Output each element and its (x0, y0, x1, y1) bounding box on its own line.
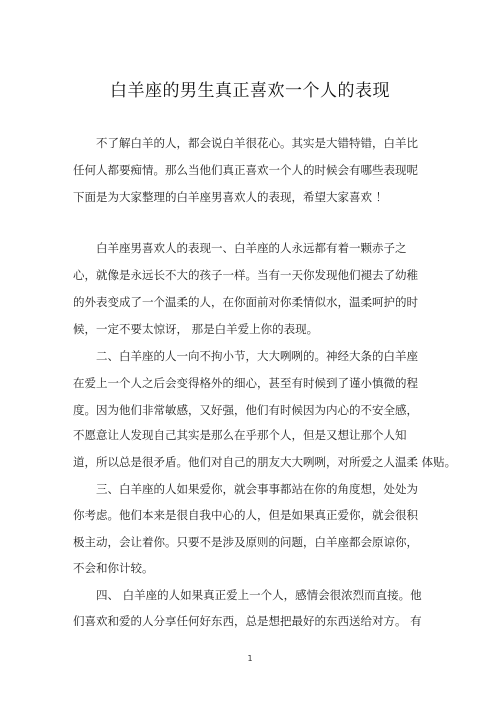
section1-line: 白羊座男喜欢人的表现一、白羊座的人永远都有着一颗赤子之 (96, 241, 407, 255)
section1-line: 候，一定不要太惊讶， 那是白羊爱上你的表现。 (73, 322, 319, 336)
section2-line: 道，所以总是很矛盾。他们对自己的朋友大大咧咧，对所爱之人温柔 体贴。 (73, 455, 457, 469)
intro-line: 下面是为大家整理的白羊座男喜欢人的表现，希望大家喜欢 ！ (73, 190, 388, 204)
section3-line: 不会和你计较。 (73, 561, 154, 575)
page-number: 1 (247, 654, 253, 663)
section2-line: 二、白羊座的人一向不拘小节，大大咧咧的。神经大条的白羊座 (96, 349, 418, 363)
intro-line: 不了解白羊的人，都会说白羊很花心。其实是大错特错，白羊比 (96, 136, 418, 150)
section1-line: 的外表变成了一个温柔的人，在你面前对你柔情似水，温柔呵护的时 (73, 295, 418, 309)
section2-line: 在爱上一个人之后会变得格外的细心，甚至有时候到了谨小慎微的程 (73, 376, 418, 390)
intro-line: 任何人都要痴情。那么当他们真正喜欢一个人的时候会有哪些表现呢 (73, 163, 418, 177)
section3-line: 三、白羊座的人如果爱你，就会事事都站在你的角度想，处处为 (96, 482, 418, 496)
section4-line: 四、 白羊座的人如果真正爱上一个人，感情会很浓烈而直接。他 (96, 588, 422, 602)
document-title: 白羊座的男生真正喜欢一个人的表现 (110, 81, 390, 101)
section3-line: 你考虑。他们本来是很自我中心的人，但是如果真正爱你，就会很积 (73, 508, 418, 522)
section2-line: 度。因为他们非常敏感，又好强，他们有时候因为内心的不安全感， (73, 403, 418, 417)
section4-line: 们喜欢和爱的人分享任何好东西，总是想把最好的东西送给对方。 有 (73, 614, 422, 628)
section2-line: 不愿意让人发现自己其实是那么在乎那个人，但是又想让那个人知 (73, 428, 407, 442)
section1-line: 心，就像是永远长不大的孩子一样。当有一天你发现他们褪去了幼稚 (73, 268, 418, 282)
section3-line: 极主动，会让着你。只要不是涉及原则的问题，白羊座都会原谅你， (73, 535, 418, 549)
